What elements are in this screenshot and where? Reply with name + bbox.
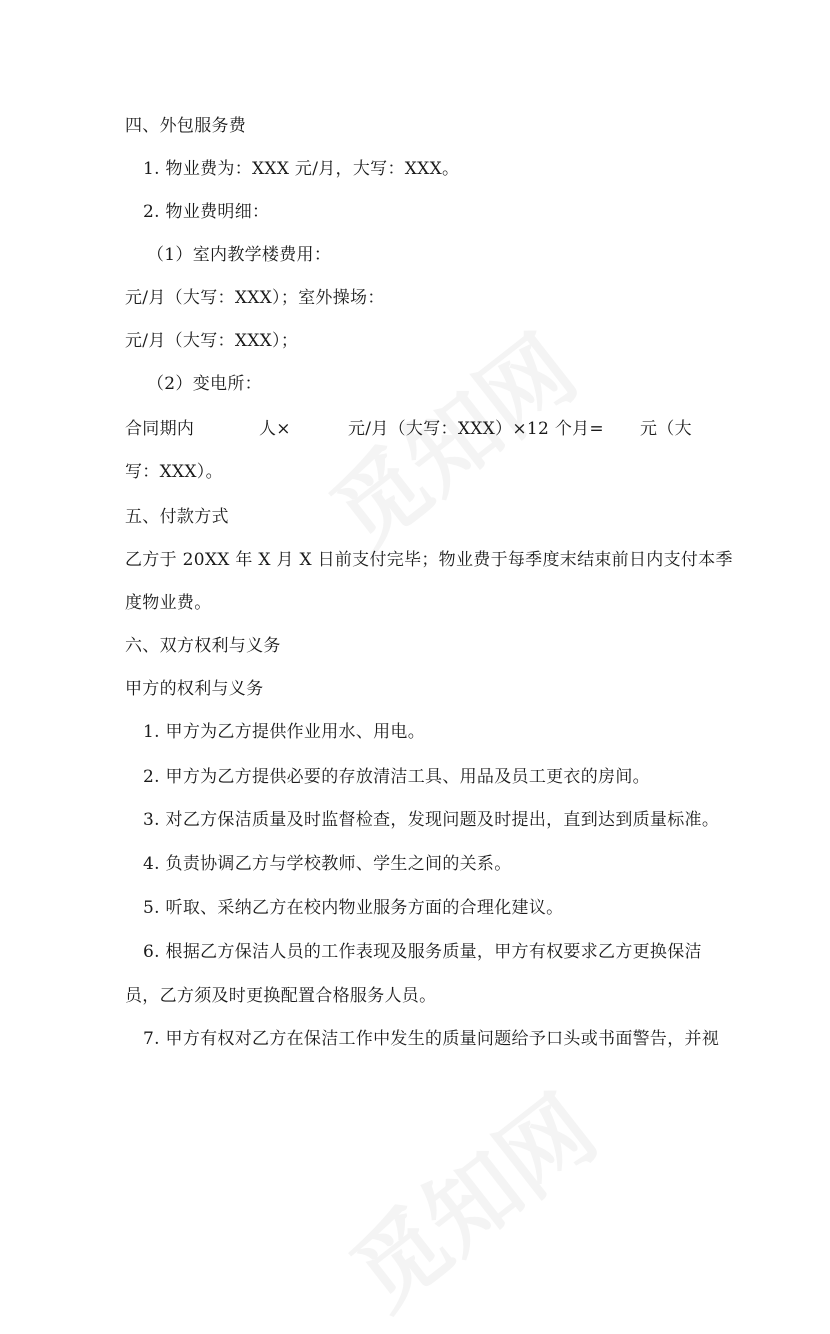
section-6-heading: 六、双方权利与义务 <box>125 636 281 656</box>
section-4-item-1: 1. 物业费为：XXX 元/月，大写：XXX。 <box>143 159 460 179</box>
section-6-item-4: 4. 负责协调乙方与学校教师、学生之间的关系。 <box>143 854 512 874</box>
section-4-contract-part-a: 合同期内 <box>125 419 195 439</box>
section-4-contract-part-b: 人× <box>259 419 291 439</box>
section-4-contract-line-2: 写：XXX）。 <box>125 462 223 482</box>
section-6-item-6-line-2: 员，乙方须及时更换配置合格服务人员。 <box>125 986 437 1006</box>
section-4-sub-1-line-1: 元/月（大写：XXX）；室外操场： <box>125 288 385 308</box>
section-5-text-line-1: 乙方于 20XX 年 X 月 X 日前支付完毕；物业费于每季度末结束前日内支付本季 <box>125 550 733 570</box>
section-4-contract-part-c: 元/月（大写：XXX）×12 个月= <box>348 419 604 439</box>
section-6-item-6-line-1: 6. 根据乙方保洁人员的工作表现及服务质量，甲方有权要求乙方更换保洁 <box>143 942 702 962</box>
section-6-item-5: 5. 听取、采纳乙方在校内物业服务方面的合理化建议。 <box>143 898 564 918</box>
watermark-bottom <box>320 1060 619 1334</box>
section-4-sub-1-line-2: 元/月（大写：XXX）； <box>125 331 299 351</box>
section-6-item-7-line-1: 7. 甲方有权对乙方在保洁工作中发生的质量问题给予口头或书面警告，并视 <box>143 1029 720 1049</box>
section-4-sub-2: （2）变电所： <box>147 374 262 394</box>
section-4-item-2: 2. 物业费明细： <box>143 202 270 222</box>
section-6-item-2: 2. 甲方为乙方提供必要的存放清洁工具、用品及员工更衣的房间。 <box>143 767 650 787</box>
section-6-item-3: 3. 对乙方保洁质量及时监督检查，发现问题及时提出，直到达到质量标准。 <box>143 810 720 830</box>
section-5-text-line-2: 度物业费。 <box>125 593 212 613</box>
section-6-subheading: 甲方的权利与义务 <box>125 679 264 699</box>
section-4-heading: 四、外包服务费 <box>125 116 247 136</box>
section-4-contract-part-d: 元（大 <box>640 419 692 439</box>
section-4-sub-1: （1）室内教学楼费用： <box>147 245 332 265</box>
section-5-heading: 五、付款方式 <box>125 507 229 527</box>
section-6-item-1: 1. 甲方为乙方提供作业用水、用电。 <box>143 722 426 742</box>
